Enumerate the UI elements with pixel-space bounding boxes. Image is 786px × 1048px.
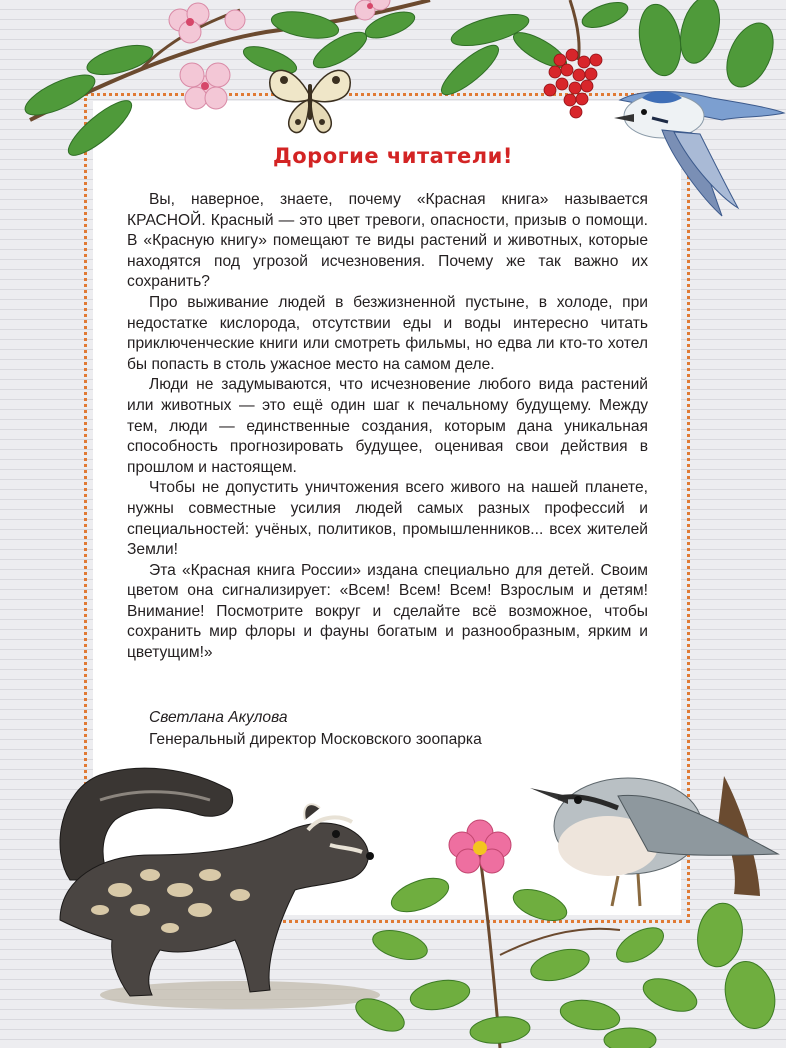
signature-position: Генеральный директор Московского зоопарка — [149, 731, 482, 748]
signature-name: Светлана Акулова — [149, 709, 288, 726]
body-text — [127, 190, 648, 664]
butterfly-illustration — [262, 56, 358, 138]
signature-block — [149, 707, 482, 751]
page-title: Дорогие читатели! — [273, 144, 513, 168]
paragraph: Люди не задумываются, что исчезновение любого вида растений или животных — это ещё один шаг к печальному будущему. Между тем, люди — единственные создания, которым дана уникальная способность прогнозировать будущее, оценивая свои действия в прошлом и настоящем. — [127, 376, 648, 476]
paragraph: Эта «Красная книга России» издана специально для детей. Своим цветом она сигнализирует: «Всем! Всем! Всем! Взрослым и детям! Внимание! Посмотрите вокруг и сделайте всё возможное, чтобы сохранить мир флоры и фауны богатым и разнообразным, ярким и цветущим!» — [127, 561, 648, 662]
paragraph: Вы, наверное, знаете, почему «Красная книга» называется КРАСНОЙ. Красный — это цвет тревоги, опасности, призыв о помощи. В «Красную книгу» помещают те виды растений и животных, которые находятся под угрозой исчезновения. Почему же так важно их сохранить? — [127, 191, 648, 291]
paragraph: Про выживание людей в безжизненной пустыне, в холоде, при недостатке кислорода, отсутствии еды и воды интересно читать приключенческие книги или смотреть фильмы, но едва ли кто-то хотел бы попасть в столь ужасное место на самом деле. — [127, 293, 648, 373]
nuthatch-bird-illustration — [528, 756, 786, 926]
paragraph: Чтобы не допустить уничтожения всего живого на нашей планете, нужны совместные усилия людей самых разных профессий и специальностей: учёных, политиков, промышленников... всех жителей Земли! — [127, 479, 648, 559]
marbled-polecat-illustration — [40, 760, 380, 1020]
